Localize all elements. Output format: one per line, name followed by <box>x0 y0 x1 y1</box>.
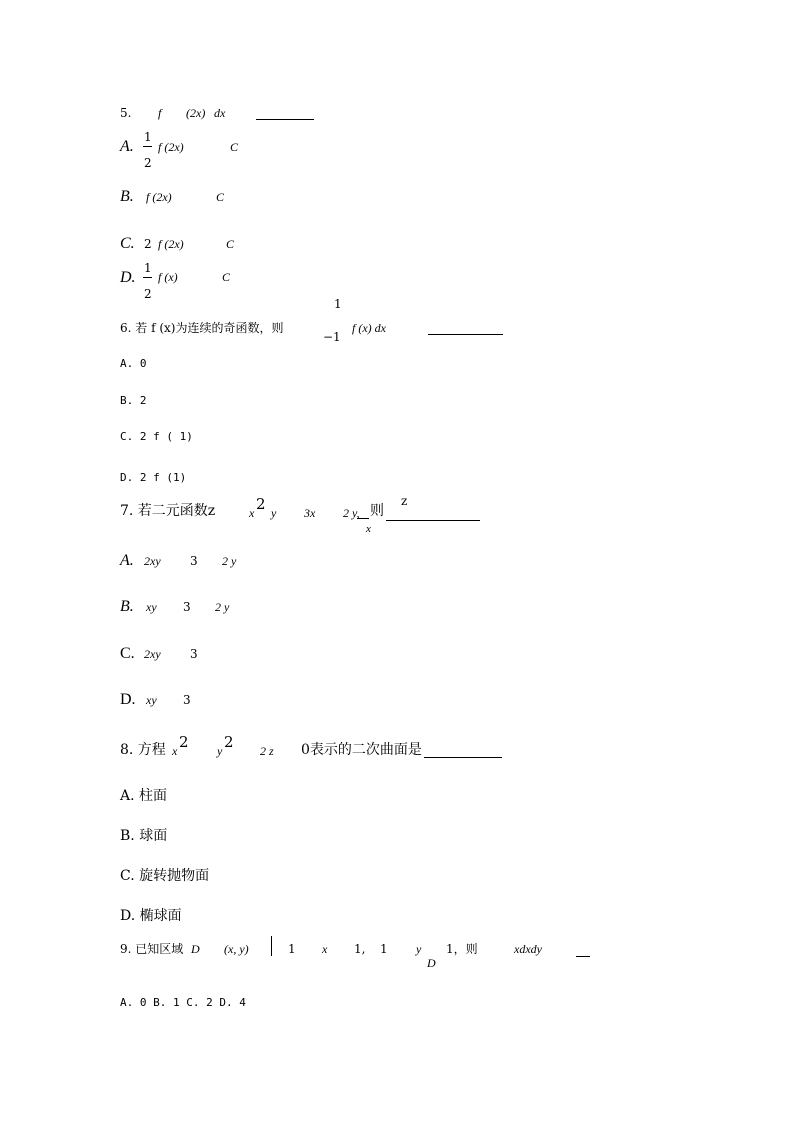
q6-option-a: A. 0 <box>120 357 147 370</box>
q9-integral-subscript-d: D <box>427 956 436 970</box>
q7-partial-denominator: x <box>366 523 371 535</box>
q7-option-b-term3: 2 y <box>215 600 230 614</box>
q9-bound-3: 1 <box>380 942 388 956</box>
q6-integral-lower-limit: −1 <box>323 330 341 344</box>
q8-option-c: C. 旋转抛物面 <box>120 868 210 884</box>
q8-option-a: A. 柱面 <box>120 788 168 804</box>
q9-set-point: (x, y) <box>224 942 249 956</box>
q5-option-a-expr: f (2x) <box>158 140 184 154</box>
q5-option-d-denominator: 2 <box>144 287 152 301</box>
q9-bound-2: 1, <box>354 942 366 956</box>
q7-option-a-term1: 2xy <box>144 554 161 568</box>
q7-answer-blank <box>386 520 480 521</box>
q9-answer-blank <box>576 956 590 957</box>
q8-z-term: 2 z <box>260 744 274 758</box>
q7-term-3x: 3x <box>304 506 316 520</box>
q6-option-c: C. 2 f ( 1) <box>120 430 193 443</box>
q7-option-d-term2: 3 <box>183 693 191 707</box>
q5-option-a-numerator: 1 <box>144 130 152 144</box>
q8-x: x <box>172 744 178 758</box>
q5-option-b-expr: f (2x) <box>146 190 172 204</box>
q7-option-b-label: B. <box>120 598 134 615</box>
q5-option-a-label: A. <box>120 138 134 155</box>
q7-partial-fraction-bar <box>357 518 369 519</box>
q9-y: y <box>416 942 422 956</box>
q5-stem-arg: (2x) <box>186 106 206 120</box>
q5-option-c-coef: 2 <box>144 237 152 251</box>
q5-option-d-fraction-bar <box>143 277 152 278</box>
q5-option-d-label: D. <box>120 269 136 286</box>
q7-option-c-label: C. <box>120 645 135 662</box>
q8-option-d: D. 椭球面 <box>120 908 182 924</box>
q7-option-d-term1: xy <box>146 693 157 707</box>
q6-answer-blank <box>428 334 503 335</box>
q9-tail: 1，则 <box>446 942 478 956</box>
q6-option-b: B. 2 <box>120 394 147 407</box>
q8-stem-prefix: 8. 方程 <box>120 742 166 758</box>
q9-set-divider <box>271 936 272 956</box>
q5-option-b-label: B. <box>120 188 134 205</box>
q8-option-b: B. 球面 <box>120 828 168 844</box>
q5-option-a-constant: C <box>230 140 239 154</box>
q8-stem-suffix: 0表示的二次曲面是 <box>301 742 422 758</box>
q7-option-d-label: D. <box>120 691 136 708</box>
q5-option-d-expr: f (x) <box>158 270 178 284</box>
q7-x: x <box>249 506 255 520</box>
q7-option-a-label: A. <box>120 552 134 569</box>
q7-term-2y: 2 y, <box>343 506 360 520</box>
q5-option-c-expr: f (2x) <box>158 237 184 251</box>
q6-option-d: D. 2 f (1) <box>120 471 187 484</box>
q7-partial-numerator: z <box>401 494 408 508</box>
q8-answer-blank <box>424 757 502 758</box>
q7-stem: 7. 若二元函数z <box>120 503 216 519</box>
q7-option-b-term2: 3 <box>183 600 191 614</box>
q5-option-d-numerator: 1 <box>144 261 152 275</box>
q7-y: y <box>271 506 277 520</box>
q8-exponent-x: 2 <box>179 733 189 751</box>
q6-integral-upper-limit: 1 <box>334 297 342 311</box>
q7-option-a-term3: 2 y <box>222 554 237 568</box>
q5-stem-dx: dx <box>214 106 226 120</box>
q9-stem: 9. 已知区域 <box>120 942 184 956</box>
q7-exponent: 2 <box>256 495 266 513</box>
q7-option-b-term1: xy <box>146 600 157 614</box>
q9-options: A. 0 B. 1 C. 2 D. 4 <box>120 996 246 1009</box>
q5-option-b-constant: C <box>216 190 225 204</box>
q7-option-c-term1: 2xy <box>144 647 161 661</box>
q7-then: 则 <box>370 503 384 519</box>
q5-number: 5. <box>120 106 132 120</box>
q9-x: x <box>322 942 328 956</box>
q7-option-a-term2: 3 <box>190 554 198 568</box>
q8-exponent-y: 2 <box>224 733 234 751</box>
q6-stem: 6. 若 f (x)为连续的奇函数，则 <box>120 321 284 335</box>
q9-integrand: xdxdy <box>514 942 542 956</box>
q7-option-c-term2: 3 <box>190 647 198 661</box>
q9-region-d: D <box>191 942 200 956</box>
q9-bound-1: 1 <box>288 942 296 956</box>
q5-option-c-label: C. <box>120 235 135 252</box>
q6-integrand: f (x) dx <box>352 321 386 335</box>
q5-option-c-constant: C <box>226 237 235 251</box>
q5-option-a-denominator: 2 <box>144 156 152 170</box>
q5-stem-f: f <box>158 106 162 120</box>
q8-y: y <box>217 744 223 758</box>
q5-answer-blank <box>256 119 314 120</box>
q5-option-a-fraction-bar <box>143 146 152 147</box>
q5-option-d-constant: C <box>222 270 231 284</box>
